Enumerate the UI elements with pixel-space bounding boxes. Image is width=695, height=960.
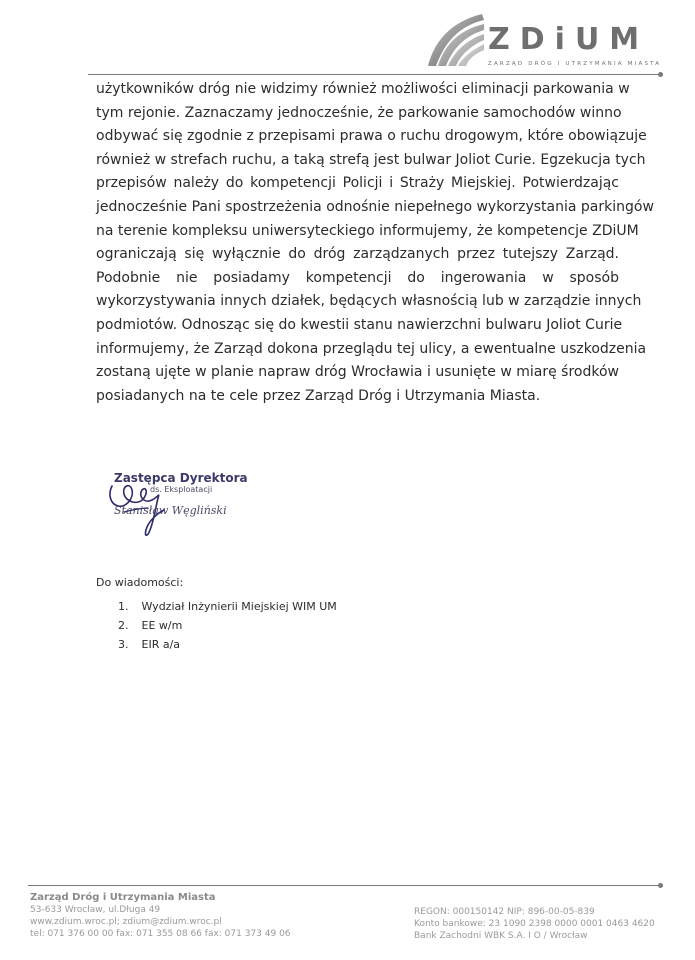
footer-regon: REGON: 000150142 NIP: 896-00-05-839 [414, 907, 595, 917]
list-text: EIR a/a [141, 638, 181, 651]
footer-org: Zarząd Dróg i Utrzymania Miasta [30, 892, 216, 903]
list-number: 2. [118, 619, 129, 632]
list-item [118, 597, 337, 616]
body-line: tym rejonie. Zaznaczamy jednocześnie, że parkowanie samochodów winno [96, 104, 622, 121]
footer-bank [414, 906, 655, 942]
zdium-logo [424, 12, 664, 70]
body-line: odbywać się zgodnie z przepisami prawa o ruchu drogowym, które obowiązuje [96, 128, 647, 145]
list-number: 1. [118, 600, 129, 613]
stamp-name: Stanisław Węgliński [114, 504, 227, 517]
logo-subtitle: ZARZĄD DRÓG I UTRZYMANIA MIASTA [488, 61, 662, 67]
cc-list [118, 597, 337, 654]
list-text: EE w/m [141, 619, 183, 632]
footer-address: 53-633 Wrocław, ul.Długa 49 [30, 905, 161, 915]
handwritten-signature [104, 464, 204, 544]
body-line: wykorzystywania innych działek, będących własnością lub w zarządzie innych [96, 293, 642, 310]
stamp-subtitle: ds. Eksploatacji [150, 485, 213, 494]
header-divider-dot [658, 72, 663, 77]
list-number: 3. [118, 638, 129, 651]
footer-phones: tel: 071 376 00 00 fax: 071 355 08 66 fax: 071 373 49 06 [30, 929, 291, 939]
header-divider [88, 74, 660, 75]
body-line: zostaną ujęte w planie napraw dróg Wrocławia i usunięte w miarę środków [96, 364, 619, 381]
body-line: jednocześnie Pani spostrzeżenia odnośnie niepełnego wykorzystania parkingów [96, 198, 654, 215]
cc-heading: Do wiadomości: [96, 576, 184, 589]
body-line: przepisów należy do kompetencji Policji i Straży Miejskiej. Potwierdzając [96, 175, 619, 192]
body-line: również w strefach ruchu, a taką strefą jest bulwar Joliot Curie. Egzekucja tych [96, 151, 646, 168]
footer-divider-dot [658, 883, 663, 888]
list-item [118, 616, 337, 635]
logo-swoosh-icon [424, 12, 486, 68]
body-line: ograniczają się wyłącznie do dróg zarządzanych przez tutejszy Zarząd. [96, 246, 619, 263]
stamp-title: Zastępca Dyrektora [114, 471, 248, 485]
list-text: Wydział Inżynierii Miejskiej WIM UM [141, 600, 337, 613]
body-line: Podobnie nie posiadamy kompetencji do ingerowania w sposób [96, 269, 619, 286]
body-line: posiadanych na te cele przez Zarząd Dróg i Utrzymania Miasta. [96, 387, 541, 404]
footer-contact [30, 892, 291, 940]
letter-body [96, 78, 654, 408]
body-line: na terenie kompleksu uniwersyteckiego informujemy, że kompetencje ZDiUM [96, 222, 639, 239]
body-line: użytkowników dróg nie widzimy również możliwości eliminacji parkowania w [96, 81, 630, 97]
logo-wordmark: ZDiUM [488, 22, 650, 57]
list-item [118, 635, 337, 654]
footer-bank-name: Bank Zachodni WBK S.A. I O / Wrocław [414, 931, 588, 941]
body-line: podmiotów. Odnosząc się do kwestii stanu nawierzchni bulwaru Joliot Curie [96, 316, 623, 333]
footer-web: www.zdium.wroc.pl; zdium@zdium.wroc.pl [30, 917, 222, 927]
body-line: informujemy, że Zarząd dokona przeglądu tej ulicy, a ewentualne uszkodzenia [96, 340, 647, 357]
footer-account: Konto bankowe: 23 1090 2398 0000 0001 0463 4620 [414, 919, 655, 929]
footer-divider [28, 885, 660, 886]
